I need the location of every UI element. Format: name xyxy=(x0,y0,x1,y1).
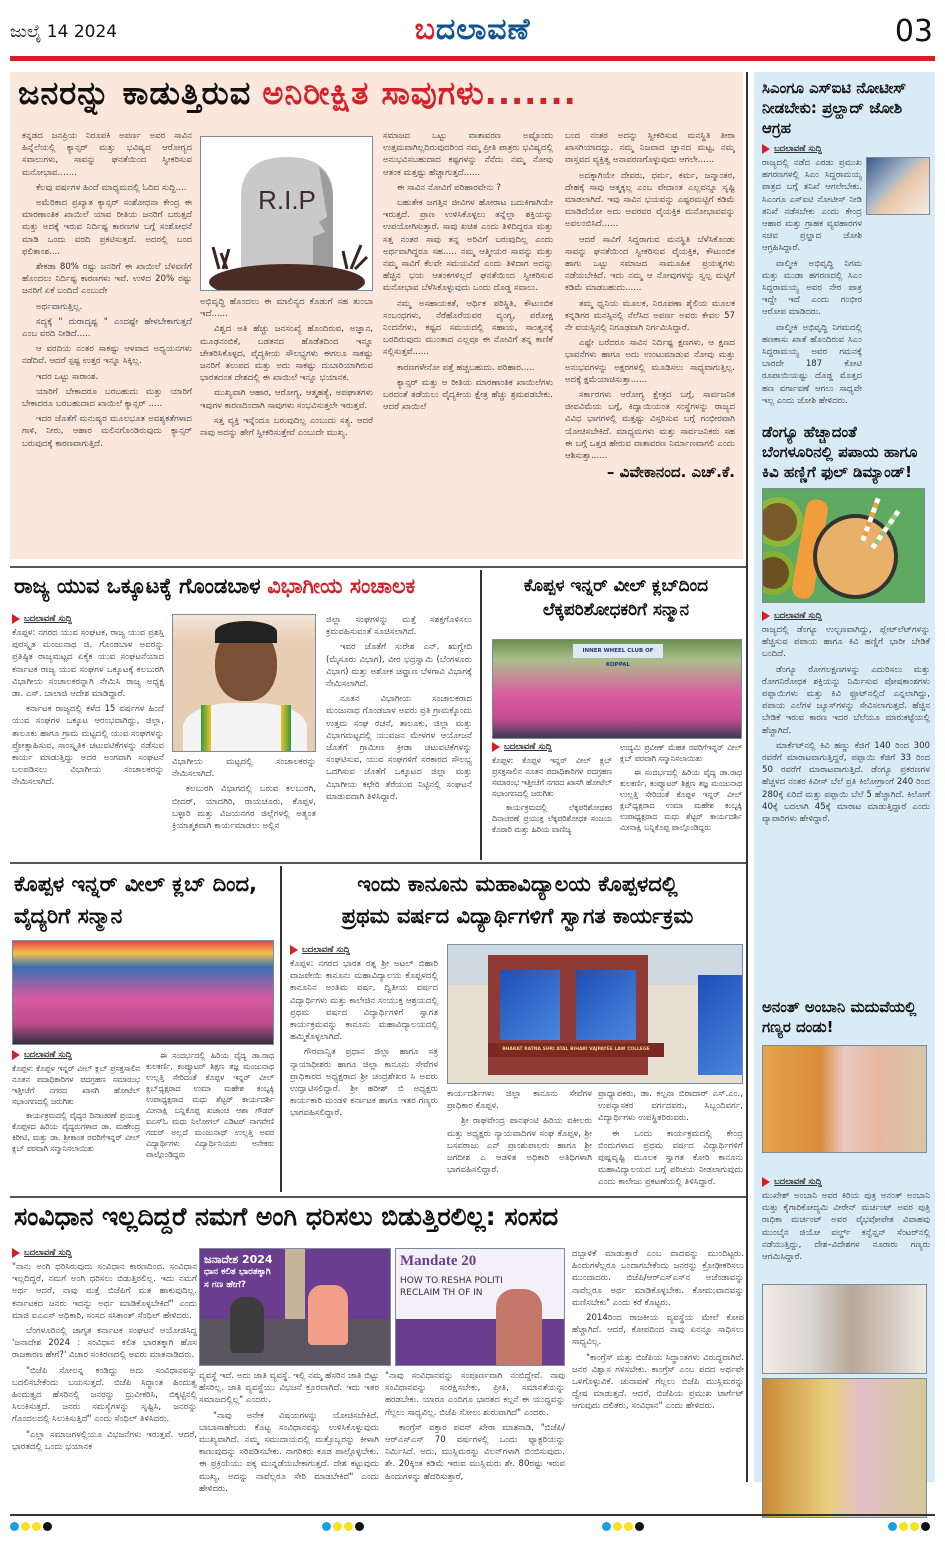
triangle-icon xyxy=(762,611,770,621)
constitution-story-headline xyxy=(14,1202,744,1232)
doctors-col1 xyxy=(12,1050,140,1191)
byline-text: ಬದಲಾವಣೆ ಸುದ್ದಿ xyxy=(302,945,350,955)
byline-text: ಬದಲಾವಣೆ ಸುದ್ದಿ xyxy=(774,611,822,621)
story-body xyxy=(12,1063,140,1191)
story-body xyxy=(12,1261,197,1523)
headline-red-part: ಅನಿರೀಕ್ಷಿತ ಸಾವುಗಳು....... xyxy=(262,74,577,112)
moderator xyxy=(496,1289,542,1366)
youth-story-headline xyxy=(14,574,415,599)
paragraph: ವಿಭಾಗೀಯ ಮಟ್ಟದಲ್ಲಿ ಸಂಚಾಲಕರನ್ನು ನೇಮಿಸಲಾಗಿದೆ. xyxy=(172,757,316,780)
sidebar-story-dengue xyxy=(762,422,930,944)
doctors-col2 xyxy=(146,1050,274,1190)
triangle-icon xyxy=(762,1177,770,1187)
banner-line: Mandate 20 xyxy=(400,1253,477,1269)
scarf xyxy=(201,705,211,752)
wedding-celebrities-photo xyxy=(762,1378,927,1518)
paragraph: ನೂತನ ವಿಭಾಗೀಯ ಸಂಚಾಲಕರಾದ ಮಂಜುನಾಥ ಗೊಂಡಬಾಳ ಅವರು ಪ್ರತಿ ಗ್ರಾಮಕ್ಕೊಂದು ಉತ್ತಮ ಸಂಘ ರಚನೆ, ತಾಲೂಕು, ಜಿಲ್ಲಾ ಮತ್ತು ವಿಭಾಗಮಟ್ಟದಲ್ಲಿ ಯುವಜನ ಮೇಳಗಳ ಆಯೋಜನೆ ಜೊತೆಗೆ ಗ್ರಾಮೀಣ ಕ್ರೀಡಾ ಚಟುವಟಿಕೆಗಳನ್ನು ಸಂಘಟಿಸುವ, ಯುವ ಸಂಘಗಳಿಗೆ ಸರಕಾರದ ಸೌಲಭ್ಯ ಒದಗಿಸುವ ಜೊತೆಗೆ ಒಕ್ಕೂಟದ ಜಿಲ್ಲಾ ಮತ್ತು ವಿಭಾಗೀಯ ಕಛೇರಿ ತೆರೆಯುವ ನಿಟ್ಟಿನಲ್ಲಿ ಸಂಘಟನೆ ಮಾಡುವದಾಗಿ ತಿಳಿಸಿದ್ದಾರೆ. xyxy=(326,694,472,802)
headline-text: ಸಂವಿಧಾನ ಇಲ್ಲದಿದ್ದರೆ ನಮಗೆ ಅಂಗಿ ಧರಿಸಲು ಬಿಡುತ್ತಿರಲಿಲ್ಲ: ಸಂಸದ xyxy=(14,1202,559,1231)
papaya-kiwi-smoothie-photo xyxy=(762,488,925,603)
paragraph: ಕರ್ನಾಟಕ ರಾಜ್ಯದಲ್ಲಿ ಕಳೆದ 15 ವರ್ಷಗಳ ಹಿಂದೆ ಯುವ ಸಂಘಗಳ ಒಕ್ಕೂಟ ಆರಂಭವಾಗಿದ್ದು, ಜಿಲ್ಲಾ, ತಾಲೂಕು ಹಾಗೂ ಗ್ರಾಮ ಮಟ್ಟದಲ್ಲಿ ಯುವ ಸಂಘಗಳನ್ನು ಪ್ರೋತ್ಸಾಹಿಸುವ, ಸಾಂಸ್ಕೃತಿಕ ಚಟುವಟಿಕೆಗಳನ್ನು ನಡೆಸುವ ಕಾರ್ಯ ಮಾಡುತ್ತಿದ್ದು ಅದರ ಅಂಗವಾಗಿ ಸಂಘಟನೆ ಬಲಪಡಿಸಲು ವಿಭಾಗೀಯ ಸಂಚಾಲಕರನ್ನು ನೇಮಿಸಲಾಗಿದೆ. xyxy=(12,704,164,788)
byline xyxy=(12,614,164,624)
paragraph: ದಬ್ಬಾಳಿಕೆ ಮಾಡುತ್ತಾರೆ ಎಂಬ ವಾದವನ್ನು ಮುಂದಿಟ್ಟರು. ಹಿಂದುಗಳೆಲ್ಲರೂ ಒಂದಾಗಬೇಕೆಂದು ಜನರನ್ನು ಕ್ರೋಢೀಕರಿಸಲು ಮುಂದಾದರು. ಬಿಜೆಪಿ/ಆರ್‌ಎಸ್‌ಎಸ್‌ನ ಅಜೆಂಡಾವನ್ನು ನಾವೆಲ್ಲರೂ ಅರ್ಥ ಮಾಡಿಕೊಳ್ಳಬೇಕು. ಕೋಮುವಾದವನ್ನು ಮಣಿಸಬೇಕು" ಎಂದು ಕರೆ ಕೊಟ್ಟರು. xyxy=(572,1249,744,1308)
panel-discussion-photo xyxy=(199,1248,391,1366)
paragraph: ಸತ್ತ ವ್ಯಕ್ತಿ ಇನ್ನೆಂದೂ ಬರುವುದಿಲ್ಲ ಎಂಬುದು ಸತ್ಯ. ಆದರೆ ನಾವು ಅದನ್ನು ಹೇಗೆ ಸ್ವೀಕರಿಸುತ್ತೇವೆ ಎಂಬುದೇ ಮುಖ್ಯ. xyxy=(200,415,373,439)
byline xyxy=(12,1050,140,1060)
paragraph: ವಿಶ್ವದ ಅತಿ ಹೆಚ್ಚು ಜನಸಂಖ್ಯೆ ಹೊಂದಿರುವ, ಅಜ್ಞಾನ, ಮೂಢನಂಬಿಕೆ, ಬಡತನದ ಹೊಡೆತದಿಂದ ಇನ್ನೂ ಚೇತರಿಸಿಕೊಳ್ಳದ, ವೈದ್ಯಕೀಯ ಸೌಲಭ್ಯಗಳು ಈಗಲೂ ಸಾಕಷ್ಟು ಜನರಿಗೆ ತಲುಪದ ಮತ್ತು ಅದು ಸಾಕಷ್ಟು ದುಬಾರಿಯಾಗಿರುವ ಭಾರತದಂತ ದೇಶದಲ್ಲಿ ಈ ಖಾಯಿಲೆ ಇನ್ನೂ ಭಯಾನಕ. xyxy=(200,324,373,384)
byline xyxy=(12,1248,197,1258)
paragraph: ಮುಖೇಶ್ ಅಂಬಾನಿ ಅವರ ಕಿರಿಯ ಪುತ್ರ ಅನಂತ್ ಅಂಬಾನಿ ಮತ್ತು ಕೈಗಾರಿಕೋದ್ಯಮಿ ವೀರೇನ್ ಮರ್ಚಂಟ್ ಅವರ ಪುತ್ರಿ ರಾಧಿಕಾ ಮರ್ಚಂಟ್ ಅವರ ವೈಭವೋಪೇತ ವಿವಾಹವು ಮುಂಬೈನ ಜಿಯೋ ವರ್ಲ್ಡ್ ಕನ್ವೆನ್ಷನ್ ಸೆಂಟರ್‌ನಲ್ಲಿ ನಡೆಯುತ್ತಿದ್ದು, ದೇಶ–ವಿದೇಶಗಳ ನೂರಾರು ಗಣ್ಯರು ಆಗಮಿಸಿದ್ದಾರೆ. xyxy=(762,1191,930,1263)
paragraph: ಶ್ರೀ ರಾಘವೇಂದ್ರ ಪಾನಘಂಟಿ ಹಿರಿಯ ವಕೀಲರು ಮತ್ತು ಅಧ್ಯಕ್ಷರು ನ್ಯಾಯವಾದಿಗಳ ಸಂಘ ಕೊಪ್ಪಳ, ಶ್ರೀ ಬಸವರಾಜು ಎನ್ ಪ್ರಾಂಶುಪಾಲರು ಹಾಗೂ ಶ್ರೀ ಜಗದೀಶ ಎ ಆಡಳಿತ ಅಧಿಕಾರಿ ಅತಿಥಿಗಳಾಗಿ ಭಾಗವಹಿಸಲಿದ್ದಾರೆ. xyxy=(447,1116,592,1176)
headline-black-part: ಜನರನ್ನು ಕಾಡುತ್ತಿರುವ xyxy=(18,74,252,112)
registration-dot-cyan xyxy=(888,1522,897,1531)
panel-moderator-photo xyxy=(395,1248,565,1366)
triangle-icon xyxy=(492,742,500,752)
registration-dot-black xyxy=(43,1522,52,1531)
byline xyxy=(762,1177,930,1187)
banner-line: ಧಾನ ಕಲಿತ ಭಾರತಕ್ಕಾಗಿ xyxy=(204,1267,271,1277)
logo-part-blue: ದಲಾವಣೆ xyxy=(435,12,531,47)
law-col2 xyxy=(447,1088,592,1188)
headline-text: ಕೊಪ್ಪಳ ಇನ್ನರ್ ವೀಲ್ ಕ್ಲಬ್ ದಿಂದ, ವೈದ್ಯರಿಗೆ ಸನ್ಮಾನ xyxy=(14,872,257,928)
registration-dot-yellow xyxy=(333,1522,342,1531)
paragraph: ಕಲಬುರಗಿ ವಿಭಾಗದಲ್ಲಿ ಬರುವ ಕಲಬುರಗಿ, ಬೀದರ್, ಯಾದಗಿರಿ, ರಾಯಚೂರು, ಕೊಪ್ಪಳ, ಬಳ್ಳಾರಿ ಮತ್ತು ವಿಜಯನಗರ ಜಿಲ್ಲೆಗಳಲ್ಲಿ ಅತ್ಯಂತ ಕ್ರಿಯಾತ್ಮಕವಾಗಿ ಕಾರ್ಯಮಾಡಲು ಅಲ್ಲಿನ xyxy=(172,784,316,832)
youth-col2 xyxy=(172,756,316,856)
constitution-col2 xyxy=(199,1370,379,1510)
masthead-rule xyxy=(10,56,935,61)
auditors-story-headline xyxy=(490,574,742,622)
law-college-building-photo xyxy=(447,944,743,1084)
byline-text: ಬದಲಾವಣೆ ಸುದ್ದಿ xyxy=(24,1050,72,1060)
paragraph: ಮಾರ್ಕೆಟ್‌ನಲ್ಲಿ ಕಿವಿ ಹಣ್ಣು ಕೆಜಿಗೆ 140 ರಿಂದ 300 ರವರೆಗೆ ಮಾರಾಟವಾಗುತ್ತಿದ್ದರೆ, ಪಪ್ಪಾಯಿ ಕೆಜಿಗೆ 33 ರಿಂದ 50 ರವರೆಗೆ ಮಾರಾಟವಾಗುತ್ತಿದೆ. ಡೆಂಗ್ಯೂ ಪ್ರಕರಣಗಳ ಹೆಚ್ಚಳದ ನಂತರ ಕಿವೀಸ್ ಬೆಲೆ ಪ್ರತಿ ಕಿಲೋಗ್ರಾಂಗೆ 240 ರಿಂದ 280ಕ್ಕೆ ಏರಿದೆ ಮತ್ತು ಪಪ್ಪಾಯಿ ಬೆಲೆ 5 ಹೆಚ್ಚಾಗಿದೆ. ಕಿಲೋಗೆ 40ಕ್ಕೆ ಬದಲಾಗಿ 45ಕ್ಕೆ ಮಾರಾಟ ಮಾಡುತ್ತಿದ್ದಾರೆ ಎಂದು ವ್ಯಾಪಾರಿಗಳು ಹೇಳಿದ್ದಾರೆ. xyxy=(762,740,930,825)
logo-part-red: ಬ xyxy=(414,12,436,47)
paragraph: ಪ್ರಾಧ್ಯಾಪಕರು, ಡಾ. ಕಲ್ಪನಾ ಬಿರಾದಾರ್ ಎಸ್.ಎಂ., ಉಪನ್ಯಾಸಕರ ವರ್ಗದವರು, ಸಿಬ್ಬಂದಿವರ್ಗ, ವಿದ್ಯಾರ್ಥಿಗಳು ಉಪಸ್ಥಿತರಿರುವರು. xyxy=(598,1089,743,1124)
paragraph: ಎಷ್ಟೇ ಬರೆದರೂ ಸಾವಿನ ನಿರ್ದಿಷ್ಟ ಕ್ಷಣಗಳು, ಆ ಕ್ಷಣದ ಭಾವನೆಗಳು ಹಾಗೂ ಅದು ಉಂಟುಮಾಡುವ ನೋವು ಮತ್ತು ಅನುಭವಗಳನ್ನು ಅಕ್ಷರಗಳಲ್ಲಿ ಮೂಡಿಸಲು ಸಾಧ್ಯವಾಗುತ್ತಿಲ್ಲ. ಅದಕ್ಕೆ ಕ್ಷಮೆಯಾಚಿಸುತ್ತಾ...... xyxy=(565,338,735,385)
scarf xyxy=(281,705,291,752)
issue-date: ಜುಲೈ 14 2024 xyxy=(10,22,118,42)
paragraph: ಆದರೆ ಸಾವಿಗೆ ಸಿದ್ದರಾಗುವ ಮನಸ್ಥಿತಿ ಬೆಳೆಸಿಕೊಂಡು ಸಾವನ್ನು ಘನತೆಯಿಂದ ಸ್ವೀಕರಿಸುವ ವೈಯಕ್ತಿಕ, ಕೌಟುಂಬಿಕ ಹಾಗು ಒಟ್ಟು ಸಮಾಜದ ಸಾಮೂಹಿಕ ಪ್ರಯತ್ನಗಳು ನಡೆಯಬೇಕಿದೆ. ಇದು ನಮ್ಮ ಆ ನೋವುಗಳನ್ನು ಸ್ವಲ್ಪ ಮಟ್ಟಿಗೆ ಕಡಿಮೆ ಮಾಡಬಹುದು...... xyxy=(565,234,735,294)
paragraph: ಕನ್ನಡದ ಜನಪ್ರಿಯ ನಿರೂಪಕಿ ಅಪರ್ಣ ಅವರ ಸಾವಿನ ಹಿನ್ನೆಲೆಯಲ್ಲಿ ಕ್ಯಾನ್ಸರ್ ಮತ್ತು ಭವಿಷ್ಯದ ಆರೋಗ್ಯದ ಸವಾಲುಗಳು, ಸಾವನ್ನು ಘನತೆಯಿಂದ ಸ್ವೀಕರಿಸುವ ಮನೋಭಾವ....... xyxy=(22,131,192,178)
paragraph: ಇದರ ಒಟ್ಟು ಸಾರಾಂಶ. xyxy=(36,371,99,382)
auditors-col1 xyxy=(492,742,612,863)
paragraph: ಈ ಸಂದರ್ಭದಲ್ಲಿ ಹಿರಿಯ ವೈದ್ಯ ಡಾ.ರಾಧ ಕುಲಕರ್ಣಿ, ಕಂಪ್ಯೂಟರ್ ಶಿಕ್ಷಣ ತಜ್ಞ ಮಂಜುನಾಥ ಉಲ್ಲತ್ತಿ ಸೇರಿದಂತೆ ಕೊಪ್ಪಳ ಇನ್ನರ್ ವೀಲ್ ಕ್ಲಬ್‌ಧ್ಯಕ್ಷರಾದ ಉಮಾ ಮಹೇಶ ಕಂಬ್ಳಕ್ಕಿ ಉಪಾಧ್ಯಕ್ಷರಾದ ಮಧು ಶೆಟ್ಟರ್ ಕಾರ್ಯದರ್ಶಿ ಮೀನಾಕ್ಷಿ ಬನ್ನಿಕೊಪ್ಪ ಪಾಲ್ಗೊಂಡಿದ್ದರು xyxy=(620,768,742,832)
photo-banner-right xyxy=(400,1275,503,1299)
triangle-icon xyxy=(12,1050,20,1060)
paragraph: 2014ರಿಂದ ರಾಜಕೀಯ ವ್ಯವಸ್ಥೆಯ ಮೇಲೆ ಕೋಪ ಹೆಚ್ಚಾಗಿದೆ. ಆದರೆ, ಕೋಪದಿಂದ ನಾವು ಏನನ್ನೂ ಸಾಧಿಸಲು ಸಾಧ್ಯವಿಲ್ಲ. xyxy=(572,1313,744,1348)
paragraph: ಸರ್ಕಾರಗಳು ಆರೋಗ್ಯ ಕ್ಷೇತ್ರದ ಬಗ್ಗೆ, ಸಾರ್ವಜನಿಕ ಜೀವವಿಮೆಯ ಬಗ್ಗೆ, ಕಿದ್ವಾಯಿಯಂತ ಸಂಸ್ಥೆಗಳನ್ನು ರಾಜ್ಯದ ವಿವಿಧ ಭಾಗಗಳಲ್ಲಿ ಮತ್ತಷ್ಟು ವಿಸ್ತರಿಸುವ ಬಗ್ಗೆ ಗಂಭೀರವಾಗಿ ಯೋಚಿಸಬೇಕಿದೆ. ಮಾಧ್ಯಮಗಳು ಮತ್ತು ಸಾರ್ವಜನಿಕರು ಸಹ ಈ ಬಗ್ಗೆ ಒತ್ತಡ ಹೇರುವ ವಾತಾವರಣ ನಿರ್ಮಾಣವಾಗಲಿ ಎಂದು ಆಶಿಸುತ್ತಾ...... xyxy=(565,390,735,462)
hair xyxy=(215,621,277,643)
banner-line: ಸ ಗಣ ಹೇಗೆ? xyxy=(204,1280,246,1290)
registration-dot-yellow xyxy=(624,1522,633,1531)
doctors-felicitation-photo xyxy=(12,940,274,1045)
paragraph: ಅಭಿವೃದ್ಧಿ ಹೊಂದಲು ಈ ಮಾಲಿನ್ಯದ ಕೊಡುಗೆ ಸಹ ತುಂಬಾ ಇದೆ...... xyxy=(200,297,373,320)
rip-tombstone-image xyxy=(200,136,373,291)
paragraph: ವಾಲ್ಮೀಕಿ ಅಭಿವೃದ್ಧಿ ನಿಗಮ ಮತ್ತು ಮುಡಾ ಹಗರಣದಲ್ಲಿ ಸಿಎಂ ಸಿದ್ದರಾಮಯ್ಯ ಅವರ ನೇರ ಪಾತ್ರ ಇದ್ದೇ ಇದೆ ಎಂದು ಗಂಭೀರ ಆರೋಪ ಮಾಡಿದರು. xyxy=(762,258,862,318)
registration-dot-cyan xyxy=(322,1522,331,1531)
manjunath-portrait xyxy=(172,614,316,752)
byline-text: ಬದಲಾವಣೆ ಸುದ್ದಿ xyxy=(24,1248,72,1258)
speaker-left xyxy=(230,1297,264,1353)
triangle-icon xyxy=(762,144,770,154)
sidebar-story-joshi xyxy=(762,78,930,457)
paragraph: ನಮ್ಮ ಅಸಹಾಯಕತೆ, ಆರ್ಥಿಕ ಪರಿಸ್ಥಿತಿ, ಕೌಟುಂಬಿಕ ಸಂಬಂಧಗಳು, ನೆರೆಹೊರೆಯವರ ವ್ಯಂಗ್ಯ, ಪರೋಕ್ಷ ನಿಂದನೆಗಳು, ಕಷ್ಟದ ಸಮಯದಲ್ಲಿ ಸಹಾಯ, ಸಾಂತ್ವನಕ್ಕೆ ಬರದಿರುವುದು ಮುಂತಾದ ಎಲ್ಲವೂ ಈ ನೋವಿಗೆ ತನ್ನ ಕಾಣಿಕೆ ಸಲ್ಲಿಸುತ್ತವೆ...... xyxy=(383,298,553,358)
registration-dot-cyan xyxy=(602,1522,611,1531)
paragraph: ಕಾರ್ಯದರ್ಶಿಗಳು ಜಿಲ್ಲಾ ಕಾನೂನು ಸೇವೆಗಳ ಪ್ರಾಧಿಕಾರ ಕೊಪ್ಪಳ. xyxy=(447,1089,592,1112)
paragraph: ಮುಖ್ಯವಾಗಿ ಆಹಾರ, ಆರೋಗ್ಯ, ಆತ್ಮಹತ್ಯೆ, ಅಪಘಾತಗಳು ಇವುಗಳ ಕಾರಣದಿಂದಾಗಿ ಸಾವುಗಳು ಸಂಭವಿಸುತ್ತಲೇ ಇರುತ್ತವೆ. xyxy=(200,388,373,411)
sidebar-headline: ಡೆಂಗ್ಯೂ ಹೆಚ್ಚಾದಂತೆ ಬೆಂಗಳೂರಿನಲ್ಲಿ ಪಪಾಯ ಹಾಗೂ ಕಿವಿ ಹಣ್ಣಿಗೆ ಫುಲ್ ಡಿಮ್ಯಾಂಡ್! xyxy=(762,423,918,481)
paragraph: ಬಹುತೇಕ ಜಗತ್ತಿನ ಜೀವಿಗಳ ಹೋರಾಟ ಬದುಕಿಗಾಗಿಯೇ ಇರುತ್ತದೆ. ಪ್ರಾಣ ಉಳಿಸಿಕೊಳ್ಳಲು ತನ್ನೆಲ್ಲಾ ಶಕ್ತಿಯನ್ನು ಉಪಯೋಗಿಸುತ್ತಾರೆ. ಸಾವು ಖಚಿತ ಎಂದು ತಿಳಿದಿದ್ದರೂ ಮತ್ತು ಸತ್ತ ನಂತರ ಸಾವು ತನ್ನ ಅರಿವಿಗೆ ಬರುವುದಿಲ್ಲ ಎಂದು ಅರ್ಥವಾಗಿದ್ದರೂ ಸಹ..... ನಮ್ಮ ಆತ್ಮೀಯರ ಸಾವನ್ನು ಮತ್ತು ನಮ್ಮ ಸಾವಿಗೆ ಕೆಲವೇ ಸಮಯವಿದೆ ಎಂದು ತಿಳಿದಾಗ ಅದನ್ನು ಹೆಚ್ಚಿನ ಭಯ ಆತಂಕಗಳಿಲ್ಲದೆ ಘನತೆಯಿಂದ ಸ್ವೀಕರಿಸುವ ಮನೋಭಾವ ಬೆಳೆಸಿಕೊಳ್ಳುವುದು ಒಂದು ದೊಡ್ಡ ಸವಾಲು. xyxy=(383,198,553,294)
sidebar-divider xyxy=(746,72,748,1482)
law-story-headline xyxy=(290,868,745,932)
section-rule xyxy=(10,566,746,568)
main-story-col2a xyxy=(200,296,373,554)
law-col1 xyxy=(290,945,438,1186)
byline xyxy=(762,144,930,154)
constitution-col3 xyxy=(385,1370,565,1510)
paragraph: ಶೇಕಡಾ 80% ರಷ್ಟು ಜನರಿಗೆ ಈ ಖಾಯಿಲೆ ಬೆಳವಣಿಗೆ ಹೊಂದಲು ನಿರ್ದಿಷ್ಟ ಕಾರಣಗಳು ಇವೆ. ಉಳಿದ 20% ರಷ್ಟು ಜನರಿಗೆ ಏಕೆ ಬಂದಿದೆ ಎಂಬುದೇ xyxy=(22,262,192,297)
newspaper-logo xyxy=(0,12,945,47)
joshi-photo xyxy=(866,157,930,215)
banner-line: HOW TO RESHA POLITI xyxy=(400,1276,503,1286)
paragraph: ಸಮಾಜದ ಒಟ್ಟು ವಾತಾವರಣ ಅಷ್ಟೊಂದು ಉತ್ತಮವಾಗಿಲ್ಲದಿರುವುದರಿಂದ ನಮ್ಮ ಪ್ರೀತಿ ಪಾತ್ರರು ಭವಿಷ್ಯದಲ್ಲಿ ಅನುಭವಿಸಬಹುದಾದ ಕಷ್ಟಗಳನ್ನು ನೆನೆದು ನಮ್ಮ ನೋವು ಆತಂಕ ಮತ್ತಷ್ಟು ಹೆಚ್ಚಾಗುತ್ತದೆ...... xyxy=(383,131,553,178)
paragraph: "ಎಲ್ಲಾ ಸಮಾಜಗಳಲ್ಲಿಯೂ ವಿಭಜನೆಗಳು ಇರುತ್ತವೆ. ಆದರೆ, ಭಾರತದಲ್ಲಿ ಒಂದು ಭಯಾನಕ xyxy=(12,1429,197,1452)
column-divider xyxy=(480,570,482,860)
paragraph: ಯಾರಿಗೆ ಬೇಕಾದರೂ ಬರಬಹುದು ಮತ್ತು ಯಾರಿಗೆ ಬೇಕಾದರೂ ಬರಬಹುದಾದ ಖಾಯಿಲೆ ಕ್ಯಾನ್ಸರ್ ..... xyxy=(22,386,192,410)
paragraph: ಬಂದ ನಂತರ ಅದನ್ನು ಸ್ವೀಕರಿಸುವ ಮನಸ್ಥಿತಿ ತೀರಾ ಖಾಸಗಿಯಾದದ್ದು. ನಮ್ಮ ನಿಜವಾದ ಜ್ಞಾನದ ಮಟ್ಟ, ನಮ್ಮ ವಾಸ್ತವದ ವ್ಯಕ್ತಿತ್ವ ಅನಾವರಣಗೊಳ್ಳುವುದು ಆಗಲೇ...... xyxy=(565,131,735,166)
byline-text: ಬದಲಾವಣೆ ಸುದ್ದಿ xyxy=(504,742,552,752)
paragraph: ಇವರ ಜೊತೆಗೆ ಸುರೇಶ ಎನ್. ಋಗ್ವೇದಿ (ಮೈಸೂರು ವಿಭಾಗ), ವೀರ ಭದ್ರಸ್ವಾಮಿ (ಬೆಂಗಳೂರು ವಿಭಾಗ) ಮತ್ತು ಅಶೋಕ ಚವ್ಹಾಣ ಬೆಳಗಾವಿ ವಿಭಾಗಕ್ಕೆ ನೇಮಿಸಲಾಗಿದೆ. xyxy=(326,642,472,690)
registration-dot-yellow xyxy=(32,1522,41,1531)
paragraph: ರಾಜ್ಯದಲ್ಲಿ ನಡೆದ ಎರಡು ಪ್ರಮುಖ ಹಗರಣಗಳಲ್ಲಿ ಸಿಎಂ ಸಿದ್ದರಾಮಯ್ಯ ಪಾತ್ರದ ಬಗ್ಗೆ ತನಿಖೆ ಆಗಲೇಬೇಕು. ಸಿಎಂಗೂ ಎಸ್‌ಐಟಿ ನೋಟೀಸ್ ನೀಡಿ ತನಿಖೆ ನಡೆಸಬೇಕು ಎಂದು ಕೇಂದ್ರ ಆಹಾರ ಮತ್ತು ಗ್ರಾಹಕ ವ್ಯವಹಾರಗಳ ಸಚಿವ ಪ್ರಲ್ಹಾದ ಜೋಶಿ ಆಗ್ರಹಿಸಿದ್ದಾರೆ. xyxy=(762,158,862,254)
paragraph: ರಾಜ್ಯದಲ್ಲಿ ಡೆಂಗ್ಯೂ ಉಲ್ಬಣವಾಗಿದ್ದು, ಪ್ಲೇಟ್‌ಲೆಟ್‌ಗಳನ್ನು ಹೆಚ್ಚಿಸುವ ಪಪಾಯ ಹಾಗೂ ಕಿವಿ ಹಣ್ಣಿಗೆ ಭಾರೀ ಬೇಡಿಕೆ ಬಂದಿದೆ. xyxy=(762,625,930,660)
paragraph: ಸದ್ಯಕ್ಕೆ " ದುರಾದೃಷ್ಟ " ಎಂದಷ್ಟೇ ಹೇಳಬೇಕಾಗುತ್ತದೆ ಎಂಬ ವರದಿ ನೀಡಿದೆ..... xyxy=(22,316,192,340)
sidebar-body xyxy=(762,624,930,944)
registration-marks xyxy=(10,1522,52,1531)
paragraph: ತಮ್ಮ ಧ್ವನಿಯ ಮೂಲಕ, ನಿರೂಪಣಾ ಶೈಲಿಯ ಮೂಲಕ ಕನ್ನಡಿಗರ ಮನಸ್ಸಿನಲ್ಲಿ ನೆಲೆಸಿದ ಅಪರ್ಣ ಅವರು ಕೇವಲ 57 ನೇ ವಯಸ್ಸಿನಲ್ಲಿ ನಿಗೂಢವಾಗಿ ನಿರ್ಗಮಿಸಿದ್ದಾರೆ. xyxy=(565,298,735,334)
youth-col1 xyxy=(12,614,164,857)
paragraph: ಗೌರವಾನ್ವಿತ ಪ್ರಧಾನ ಜಿಲ್ಲಾ ಹಾಗೂ ಸತ್ರ ನ್ಯಾಯಾಧೀಶರು ಹಾಗೂ ಜಿಲ್ಲಾ ಕಾನೂನು ಸೇವೆಗಳ ಪ್ರಾಧಿಕಾರದ ಅಧ್ಯಕ್ಷರಾದ ಶ್ರೀ ಚಂದ್ರಶೇಖರ ಸಿ ಅವರು ಉದ್ಘಾಟಿಸಲಿದ್ದಾರೆ. ಶ್ರೀ ಹರೀಶ್ ಬಿ ಅಧ್ಯಕ್ಷರು ಕಾರ್ಯಕಾರಿ ಮಂಡಳಿ ಕರ್ನಾಟಕ ಹಾಗೂ ಇತರ ಗಣ್ಯರು ಭಾಗವಹಿಸಲಿದ್ದಾರೆ. xyxy=(290,1047,438,1119)
paragraph: "ಕಾಂಗ್ರೆಸ್ ಮತ್ತು ಬಿಜೆಪಿಯ ಸಿದ್ಧಾಂತಗಳು ವಿರುದ್ಧವಾಗಿವೆ. ಜನರ ವಿಶ್ವಾಸ ಗಳಿಸಬೇಕು. ಕಾಂಗ್ರೆಸ್ ಎಂಬ ಪದದ ಅರ್ಥವೇ ಒಳಗೊಳ್ಳುವಿಕೆ. ಚುನಾವಣೆ ಗೆಲ್ಲಲು ಬಿಜೆಪಿ ಮುಸ್ಲಿಮರನ್ನು ದ್ವೇಷ ಮಾಡುತ್ತದೆ. ಆದರೆ, ಬಿಜೆಪಿಯ ಪ್ರಮುಖ ಟಾರ್ಗೆಟ್ ಆಗುವುದು ದಲಿತರು, ಸಂವಿಧಾನ" ಎಂದು ಹೇಳಿದರು. xyxy=(572,1352,744,1412)
paragraph: "ನಾವು ಸಂವಿಧಾನವನ್ನು ಸಂಪೂರ್ಣವಾಗಿ ನಂಬಿದ್ದೇವೆ. ನಾವು ಸಂವಿಧಾನವನ್ನು ಸಂರಕ್ಷಿಸಬೇಕು, ಪ್ರೀತಿ, ಸಮಾನತೆಯನ್ನು ಹರಡಬೇಕು. ಯಾರೂ ಎಂದಿಗೂ ಭಾರತದ ಕಲ್ಪನೆ ಈ ಯುದ್ಧವನ್ನು ಗೆಲ್ಲಲು ಸಾಧ್ಯವಿಲ್ಲ. ಬಿಜೆಪಿ ಸೋಲು ಶುರುವಾಗಿದೆ" ಎಂದರು. xyxy=(385,1371,565,1418)
paragraph: ಇದರ ಜೊತೆಗೆ ಮನುಷ್ಯರ ಮೂಲಭೂತ ಅವಶ್ಯಕತೆಗಳಾದ ಗಾಳಿ, ನೀರು, ಆಹಾರ ಮಲಿನಗೊಂಡಿರುವುದು ಕ್ಯಾನ್ಸರ್ ಬರುವುದಕ್ಕೆ ಕಾರಣವಾಗುತ್ತಿದೆ. xyxy=(22,414,192,449)
banner-line: RECLAIM TH OF IN xyxy=(400,1288,483,1298)
triangle-icon xyxy=(12,1248,20,1258)
paragraph: ಕೊಪ್ಪಳ: ಕೊಪ್ಪಳ ಇನ್ನರ್ ವೀಲ್ ಕ್ಲಬ್ ಪ್ರಸಕ್ತಸಾಲಿನ ನೂತನ ಪದಾಧಿಕಾರಿಗಳ ಪದಗ್ರಹಣ ಸಮಾರಂಭ ಇತ್ತೀಚೆಗೆ ನಗರದ ಖಾಸಗಿ ಹೋಟೆಲ್ ಸಭಾಂಗಣದಲ್ಲಿ ಜರುಗಿತು xyxy=(492,756,612,798)
author-signature: – ವಿವೇಕಾನಂದ. ಎಚ್.ಕೆ. xyxy=(606,463,735,482)
paragraph: ಕೆಲವು ವರ್ಷಗಳ ಹಿಂದೆ ಮಾಧ್ಯಮದಲ್ಲಿ ಓದಿದ ಸುದ್ದಿ.... xyxy=(36,182,187,193)
stage-floor xyxy=(200,1319,391,1366)
paragraph: ಅದಕ್ಕಾಗಿಯೇ ದೇವರು, ಧರ್ಮ, ಕರ್ಮ, ಜನ್ಮಾಂತರ, ದೇಹಕ್ಕೆ ಸಾವು ಆತ್ಮಕ್ಕಲ್ಲ ಎಂಬ ವೇದಾಂತ ಎಲ್ಲವನ್ನೂ ಸೃಷ್ಟಿ ಮಾಡಲಾಗಿದೆ. ಇವು ಸಾವಿನ ಭಯವನ್ನು ಎಷ್ಟರಮಟ್ಟಿಗೆ ಕಡಿಮೆ ಮಾಡಿದೆಯೋ ಅದು ಅವರವರ ವೈಯಕ್ತಿಕ ಮನೋಭಾವವನ್ನು ಅವಲಂಬಿಸಿದೆ...... xyxy=(565,170,735,230)
page-number: 03 xyxy=(894,14,933,49)
college-signboard: BHARAT RATNA SHRI ATAL BIHARI VAJPAYEE LAW COLLEGE xyxy=(488,1043,664,1057)
registration-dot-black xyxy=(635,1522,644,1531)
paragraph: ಕ್ಯಾನ್ಸರ್ ಮತ್ತು ಆ ರೀತಿಯ ಮಾರಣಾಂತಿಕ ಖಾಯಿಲೆಗಳು ಬರದಂತೆ ತಡೆಯಲು ವೈದ್ಯಕೀಯ ಕ್ಷೇತ್ರ ಹೆಚ್ಚು ಶ್ರಮಪಡಬೇಕು. ಆದರೆ ಖಾಯಿಲೆ xyxy=(383,377,553,413)
triangle-icon xyxy=(12,614,20,624)
registration-marks xyxy=(602,1522,644,1531)
story-body xyxy=(12,627,164,857)
byline-text: ಬದಲಾವಣೆ ಸುದ್ದಿ xyxy=(774,1177,822,1187)
triangle-icon xyxy=(290,945,298,955)
paragraph: ವಾಲ್ಮೀಕಿ ಅಭಿವೃದ್ಧಿ ನಿಗಮದಲ್ಲಿ ಹಣಕಾಸು ಖಾತೆ ಹೊಂದಿರುವ ಸಿಎಂ ಸಿದ್ದರಾಮಯ್ಯ ಅವರ ಗಮನಕ್ಕೆ ಬಾರದೇ 187 ಕೋಟಿ ರೂಪಾಯಿಯಷ್ಟು ದೊಡ್ಡ ಮೊತ್ತದ ಹಣ ವರ್ಗಾವಣೆ ಆಗಲು ಸಾಧ್ಯವೇ ಇಲ್ಲ ಎಂದು ಜೋಶಿ ಹೇಳಿದರು. xyxy=(762,322,862,406)
headline-red-part: ವಿಭಾಗೀಯ ಸಂಚಾಲಕ xyxy=(267,574,416,598)
banner-line: ಜನಾದೇಶ 2024 xyxy=(204,1253,273,1266)
byline-text: ಬದಲಾವಣೆ ಸುದ್ದಿ xyxy=(774,144,822,154)
main-story-headline xyxy=(18,74,577,113)
paragraph: "ನಾನು ಅಂಗಿ ಧರಿಸಿರುವುದು ಸಂವಿಧಾನ ಕಾರಣದಿಂದ. ಸಂವಿಧಾನ ಇಲ್ಲದಿದ್ದರೆ, ನಮಗೆ ಅಂಗಿ ಧರಿಸಲು ಬಿಡುತ್ತಿರಲಿಲ್ಲ. ಇದು ನಮಗೆ ಅರ್ಥ ಆದರೆ, ನಾವು ಮತ್ತೆ ಬಿಜೆಪಿಗೆ ಮತ ಹಾಕುವುದಿಲ್ಲ. ಕರ್ನಾಟಕದ ಜನರು ಇದನ್ನು ಅರ್ಥ ಮಾಡಿಕೊಳ್ಳಬೇಕಿದೆ" ಎಂದು ಮಾಜಿ ಐಎಎಸ್ ಅಧಿಕಾರಿ, ಸಂಸದ ಸಸಿಕಾಂತ್ ಸೆಂಥಿಲ್ ಹೇಳಿದರು. xyxy=(12,1262,197,1321)
paragraph: ಈ ಸಂದರ್ಭದಲ್ಲಿ ಹಿರಿಯ ವೈದ್ಯ ಡಾ.ರಾಧ ಕುಲಕರ್ಣಿ, ಕಂಪ್ಯೂಟರ್ ಶಿಕ್ಷಣ ತಜ್ಞ ಮಂಜುನಾಥ ಉಲ್ಲತ್ತಿ ಸೇರಿದಂತೆ ಕೊಪ್ಪಳ ಇನ್ನರ್ ವೀಲ್ ಕ್ಲಬ್‌ಧ್ಯಕ್ಷರಾದ ಉಮಾ ಮಹೇಶ ಕಂಬ್ಳಕ್ಕಿ ಉಪಾಧ್ಯಕ್ಷರಾದ ಮಧು ಶೆಟ್ಟರ್ ಕಾರ್ಯದರ್ಶಿ ಮೀನಾಕ್ಷಿ ಬನ್ನಿಕೊಪ್ಪ ಖಜಾಂಚಿ ಆಶಾ ಗೌಡರ್ ಐಎಸ್‌ಓ ಮಧು ನಿಲೋಗಲ್ ಎಡಿಟರ್ ನಾಗವೇಣಿ ಗದುರ್ ಅಲ್ಲದೆ ಮಂಜುನಾಥ್ ಉಲ್ಲತ್ತಿ ಅವರ ವಿದ್ಯಾರ್ಥಿಗಳು ವಿದ್ಯಾರ್ಥಿನಿಯರು ಅನೇಕರು ಪಾಲ್ಗೊಂಡಿದ್ದರು xyxy=(146,1051,274,1159)
registration-dot-yellow xyxy=(344,1522,353,1531)
doctors-story-headline xyxy=(14,868,276,932)
paragraph: ವ್ಯವಸ್ಥೆ ಇದೆ. ಅದು ಜಾತಿ ವ್ಯವಸ್ಥೆ. ಇಲ್ಲಿ ನಮ್ಮ ಹೆಸರಿನ ಜಾತಿ ಬಿಟ್ಟು ಹೆಸರಿಲ್ಲ. ಜಾತಿ ವ್ಯವಸ್ಥೆಯು ವಿಭಜನೆ ಕ್ರೂರವಾಗಿದೆ. ಇದು ಇತರ ಸಮಾಜದಲ್ಲಿಲ್ಲ" ಎಂದರು. xyxy=(199,1371,379,1406)
kiwi-slice xyxy=(762,551,795,595)
youth-col3 xyxy=(326,614,472,858)
sidebar-story-ambani xyxy=(762,997,930,1518)
registration-marks xyxy=(322,1522,364,1531)
paragraph: ಕಾರ್ಯಕ್ರಮದಲ್ಲಿ ವೈದ್ಯರ ದಿನಾಚರಣೆ ಪ್ರಯುಕ್ತ ಕೊಪ್ಪಳದ ಹಿರಿಯ ವೈದ್ಯರುಗಳಾದ ಡಾ. ಮಹೇಂದ್ರ ಕಿರೀಟಿ, ಮತ್ತು ಡಾ. ಶ್ರೀಕಾಂತ ರವರಿಗೆಇನ್ನರ್ ವೀಲ್ ಕ್ಲಬ್ ಪರವಾಗಿ ಸನ್ಮಾನಿಸಲಾಯಿತು xyxy=(12,1111,140,1153)
headline-line: ಪ್ರಥಮ ವರ್ಷದ ವಿದ್ಯಾರ್ಥಿಗಳಿಗೆ ಸ್ವಾಗತ ಕಾರ್ಯಕ್ರಮ xyxy=(341,904,694,928)
paragraph: ಕಾರಣಗಳೇನೋ ಪತ್ತೆ ಹಚ್ಚಬಹುದು. ಪರಿಹಾರ..... xyxy=(397,362,535,373)
registration-dot-yellow xyxy=(613,1522,622,1531)
byline xyxy=(290,945,438,955)
registration-dot-black xyxy=(921,1522,930,1531)
rip-text: R.I.P xyxy=(258,185,316,215)
registration-dot-black xyxy=(355,1522,364,1531)
paragraph: ಆ ವರದಿಯ ನಂತರ ಸಾಕಷ್ಟು ಆಳವಾದ ಅಧ್ಯಯನಗಳು ನಡೆದಿವೆ. ಆದರೆ ಸ್ಪಷ್ಟ ಉತ್ತರ ಇನ್ನೂ ಸಿಕ್ಕಿಲ್ಲ. xyxy=(22,344,192,367)
registration-dot-yellow xyxy=(21,1522,30,1531)
main-story-col2b xyxy=(383,130,553,555)
constitution-col4 xyxy=(572,1248,744,1510)
paragraph: ಈ ಸಾವಿನ ನೋವಿಗೆ ಪರಿಹಾರವೇನು ? xyxy=(397,182,501,193)
inner-wheel-club-group-photo xyxy=(492,639,742,739)
paragraph: ಕಾಂಗ್ರೆಸ್ ವಕ್ತಾರ ಪವನ್ ಖೇರಾ ಮಾತನಾಡಿ, "ಬಿಜೆಪಿ/ಆರ್‌ಎಸ್‌ಎಸ್ 70 ವರ್ಷಗಳಲ್ಲಿ ಒಂದು ಫ್ಯಾಕ್ಟರಿಯನ್ನು ನಿರ್ಮಿಸಿದೆ. ಅದು, ಮುಸ್ಲಿಮರನ್ನು ವಿಲನ್‌ಗಳಾಗಿ ಬಿಂಬಿಸುವುದು. ಶೇ. 20ಕ್ಕಿಂತ ಕಡಿಮೆ ಇರುವ ಮುಸ್ಲಿಮರು ಶೇ. 80ರಷ್ಟು ಇರುವ ಹಿಂದುಗಳನ್ನು ಹೆದರಿಸುತ್ತಾರೆ, xyxy=(385,1422,565,1482)
paragraph: ಅರ್ಥವಾಗುತ್ತಿಲ್ಲ. xyxy=(36,301,83,312)
section-rule xyxy=(10,1196,746,1198)
sidebar-body xyxy=(762,157,862,457)
main-story-col1 xyxy=(22,130,192,550)
paragraph: ಕೊಪ್ಪಳ: ಕೊಪ್ಪಳ ಇನ್ನರ್ ವೀಲ್ ಕ್ಲಬ್ ಪ್ರಸಕ್ತಸಾಲಿನ ನೂತನ ಪದಾಧಿಕಾರಿಗಳ ಪದಗ್ರಹಣ ಸಮಾರಂಭ ಇತ್ತೀಚೆಗೆ ನಗರದ ಖಾಸಗಿ ಹೋಟೆಲ್ ಸಭಾಂಗಣದಲ್ಲಿ ಜರುಗಿತು xyxy=(12,1064,140,1106)
main-story-col3 xyxy=(565,130,735,555)
headline-black-part: ರಾಜ್ಯ ಯುವ ಒಕ್ಕೂಟಕ್ಕೆ ಗೊಂಡಬಾಳ xyxy=(14,574,261,598)
paragraph: ಬೆಂಗಳೂರಿನಲ್ಲಿ ಜಾಗೃತ ಕರ್ನಾಟಕ ಸಂಘಟನೆ ಆಯೋಜಿಸಿದ್ದ 'ಜನಾದೇಶ 2024 : ಸಂವಿಧಾನ ಕಲಿತ ಭಾರತಕ್ಕಾಗಿ ಹೊಸ ರಾಜಕಾರಣ ಹೇಗೆ?' ವಿಚಾರ ಸಂಕಿರಣದಲ್ಲಿ ಅವರು ಮಾತನಾಡಿದರು. xyxy=(12,1326,197,1361)
registration-dot-cyan xyxy=(10,1522,19,1531)
paragraph: ಈ ಒಂದು ಕಾರ್ಯಕ್ರಮದಲ್ಲಿ ಕೇಂದ್ರ ಬಿಂದುಗಳಾದ ಪ್ರಥಮ ವರ್ಷದ ವಿದ್ಯಾರ್ಥಿಗಳಿಗೆ ಪುಷ್ಪವೃಷ್ಟಿ ಮೂಲಕ ಸ್ವಾಗತ ಕೋರಿ ಕಾನೂನು ಮಹಾವಿದ್ಯಾಲಯದ ಬಗ್ಗೆ ಪರಿಚಯ ನೀಡಲಾಗುವುದು ಎಂದು ಕಾಲೇಜು ಪ್ರಕಟಣೆಯಲ್ಲಿ ತಿಳಿಸಿದ್ದಾರೆ. xyxy=(598,1128,743,1188)
kiwi-slice xyxy=(762,497,803,547)
constitution-col1 xyxy=(12,1248,197,1523)
wedding-guests-photo xyxy=(762,1284,927,1374)
byline xyxy=(492,742,612,752)
story-body xyxy=(492,755,612,863)
glass-panel xyxy=(500,970,560,1040)
story-body xyxy=(290,958,438,1186)
paragraph: ಕೊಪ್ಪಳ: ನಗರದ ಭಾರತ ರತ್ನ ಶ್ರೀ ಅಟಲ್ ಬಿಹಾರಿ ವಾಜಪೇಯಿ ಕಾನೂನು ಮಹಾವಿದ್ಯಾಲಯ ಕೊಪ್ಪಳದಲ್ಲಿ ಕಾನೂನಿನ ಅಂತಿಮ ವರ್ಷ, ದ್ವಿತೀಯ ವರ್ಷದ ವಿದ್ಯಾರ್ಥಿಗಳು ಮತ್ತು ಕಾಲೇಜಿನ ಸಂಯುಕ್ತ ಆಶ್ರಯದಲ್ಲಿ ಪ್ರಥಮ ವರ್ಷದ ವಿದ್ಯಾರ್ಥಿಗಳಿಗೆ ಸ್ವಾಗತ ಕಾರ್ಯಕ್ರಮವನ್ನು ಕಾನೂನು ಮಹಾವಿದ್ಯಾಲಯದಲ್ಲಿ ಹಮ್ಮಿಕೊಳ್ಳಲಾಗಿದೆ. xyxy=(290,959,438,1043)
auditors-col2 xyxy=(620,742,742,854)
paragraph: "ನಾವು ಅನೇಕ ವಿಷಯಗಳನ್ನು ಯೋಚಿಸಬೇಕಿದೆ. ಬಾಬಾಸಾಹೇಬರು ಕೊಟ್ಟ ಸಂವಿಧಾನವನ್ನು ಉಳಿಸಿಕೊಳ್ಳುವುದು ಮುಖ್ಯವಾಗಿದೆ. ನಮ್ಮ ಸಮುದಾಯದಲ್ಲಿ ಮತ್ತೊಬ್ಬರನ್ನು ಕೀಳಾಗಿ ಕಾಣುವುದನ್ನು ಸರಿಪಡಿಸಬೇಕು. ನಾಗರಿಕರು ಕೂಡ ಪಾಲ್ಗೊಳ್ಳಬೇಕು. ಈ ಪ್ರಕ್ರಿಯೆಯು ಪಕ್ಕ ಮುನ್ನಡೆಯಬೇಕಾಗುತ್ತದೆ. ದೇಶ ಕಟ್ಟುವುದು ಮುಖ್ಯ, ಅದನ್ನು ನಾವೆಲ್ಲರೂ ಸೇರಿ ಮಾಡಬೇಕಿದೆ" ಎಂದು ಹೇಳಿದರು. xyxy=(199,1410,379,1494)
speaker-center xyxy=(308,1285,348,1345)
photo-banner: INNER WHEEL CLUB OF KOPPAL xyxy=(573,644,663,658)
tombstone-icon xyxy=(201,137,373,291)
section-rule xyxy=(10,862,746,864)
paragraph: ಅಮೆರಿಕಾದ ಪ್ರಖ್ಯಾತ ಕ್ಯಾನ್ಸರ್ ಸಂಶೋಧನಾ ಕೇಂದ್ರ ಈ ಮಾರಣಾಂತಿಕ ಖಾಯಿಲೆ ಯಾವ ರೀತಿಯ ಜನರಿಗೆ ಬರುತ್ತದೆ ಮತ್ತು ಅದಕ್ಕೆ ಇರುವ ನಿರ್ದಿಷ್ಟ ಕಾರಣಗಳ ಬಗ್ಗೆ ಸಂಶೋಧನೆ ಮಾಡಿ ಒಂದು ವರದಿ ಪ್ರಕಟಿಸುತ್ತದೆ. ಅದರಲ್ಲಿ ಬಂದ ಫಲಿತಾಂಶ.... xyxy=(22,198,192,257)
paragraph: ಜಿಲ್ಲಾ ಸಂಘಗಳನ್ನು ಮತ್ತೆ ಸಶಕ್ತಗೊಳಿಸಲು ಕ್ರಮವಹಿಸುವಂತೆ ಸೂಚಿಸಲಾಗಿದೆ. xyxy=(326,615,472,638)
headline-line: ಇಂದು ಕಾನೂನು ಮಹಾವಿದ್ಯಾಲಯ ಕೊಪ್ಪಳದಲ್ಲಿ xyxy=(357,872,678,896)
sidebar-headline: ಸಿಎಂಗೂ ಎಸ್‌ಐಟಿ ನೋಟೀಸ್ ನೀಡಬೇಕು: ಪ್ರಲ್ಹಾದ್ ಜೋಶಿ ಆಗ್ರಹ xyxy=(762,79,907,137)
paragraph: ಕಾರ್ಯಕ್ರಮದಲ್ಲಿ ಲೆಕ್ಕಪರಿಶೋಧಕರ ದಿನಾಚರಣೆ ಪ್ರಯುಕ್ತ ಲೆಕ್ಕಪರಿಶೋಧಕ ಸಂಜಯ ಕೊಠಾರಿ ಮತ್ತು ಹಿರಿಯ ವಾಣಿಜ್ಯ xyxy=(492,803,612,834)
paragraph: ಕೊಪ್ಪಳ: ನಗರದ ಯುವ ಸಂಘಟಕ, ರಾಜ್ಯ ಯುವ ಪ್ರಶಸ್ತಿ ಪುರಸ್ಕೃತ ಮಂಜುನಾಥ ಜಿ. ಗೊಂಡಬಾಳ ಅವರನ್ನು ಪ್ರತಿಷ್ಠಿತ ರಾಜ್ಯಮಟ್ಟದ ಏಕೈಕ ಯುವ ಸಂಘಟನೆಯಾದ ಕರ್ನಾಟಕ ರಾಜ್ಯ ಯುವ ಸಂಘಗಳ ಒಕ್ಕೂಟಕ್ಕೆ ಕಲಬುರಗಿ ವಿಭಾಗೀಯ ಸಂಚಾಲಕರನ್ನಾಗಿ ನೇಮಿಸಿ ರಾಜ್ಯ ಅಧ್ಯಕ್ಷ ಡಾ. ಎಸ್. ಬಾಲಾಜಿ ಆದೇಶ ಮಾಡಿದ್ದಾರೆ. xyxy=(12,628,164,700)
paragraph: ಡೆಂಗ್ಯೂ ರೋಗಲಕ್ಷಣಗಳನ್ನು ಎದುರಿಸಲು ಮತ್ತು ರೋಗನಿರೋಧಕ ಶಕ್ತಿಯನ್ನು ನಿರ್ಮಿಸುವ ಪೋಷಕಾಂಶಗಳು ಪಪ್ಪಾಯಿಗಳು ಮತ್ತು ಕಿವಿ ಫ್ರೂಟ್‌ನಲ್ಲಿದೆ ಎನ್ನಲಾಗಿದ್ದು, ಪಪಾಯ ಎಲೆಗಳ ಜ್ಯೂಸ್‌ಗಳನ್ನು ಸೇವಿಸಲಾಗುತ್ತದೆ. ಹೆಚ್ಚಿನ ಬೇಡಿಕೆ ಇರುವ ಕಾರಣ ಇದರ ಬೆಲೆಯೂ ಮಾರುಕಟ್ಟೆಯಲ್ಲಿ ಹೆಚ್ಚಾಗಿದೆ. xyxy=(762,664,930,736)
glass-panel xyxy=(698,975,743,1075)
column-divider xyxy=(280,866,282,1192)
sidebar xyxy=(754,72,935,1482)
sidebar-body xyxy=(762,1190,930,1280)
footer-rule xyxy=(10,1514,935,1516)
headline-text: ಕೊಪ್ಪಳ ಇನ್ನರ್ ವೀಲ್ ಕ್ಲಬ್‌ದಿಂದ ಲೆಕ್ಕಪರಿಶೋಧಕರಿಗೆ ಸನ್ಮಾನ xyxy=(523,576,709,620)
paragraph: ಉದ್ಯಮಿ ಪ್ರವೀಣ್ ಮೆಹತ ರವರಿಗೆಇನ್ನರ್ ವೀಲ್ ಕ್ಲಬ್ ಪರವಾಗಿ ಸನ್ಮಾನಿಸಲಾಯಿತು xyxy=(620,743,742,763)
photo-banner-left xyxy=(204,1253,273,1292)
registration-dot-yellow xyxy=(910,1522,919,1531)
paragraph: "ಬಿಜೆಪಿ ಸೋಲನ್ನ ಕಂಡಿದ್ದು ಅದು ಸಂವಿಧಾನವನ್ನು ಬದಲಿಸಬೇಕೆಂದು ಬಯಸುತ್ತದೆ. ಬಿಜೆಪಿ ಸಿದ್ಧಾಂತ ಹಿಂದುತ್ವ ಹಿಂದುತ್ವದ ಹೆಸರಿನಲ್ಲಿ ಜನರನ್ನು ಧ್ರುವೀಕರಿಸಿ, ಬಿಕ್ಕಟ್ಟಿನಲ್ಲಿ ಸಿಲುಕಿಸುತ್ತದೆ. ಜನರು ಸಮಸ್ಯೆಗಳನ್ನು ಸೃಷ್ಟಿಸಿ, ಜನರನ್ನು ಗೊಂದಲದಲ್ಲಿ ಸಿಲುಕಿಸುತ್ತಿದೆ" ಎಂದು ಸೆಂಥಿಲ್ ತಿಳಿಸಿದರು. xyxy=(12,1365,197,1425)
registration-marks xyxy=(888,1522,930,1531)
law-col3 xyxy=(598,1088,743,1188)
sidebar-headline: ಅನಂತ್ ಅಂಬಾನಿ ಮದುವೆಯಲ್ಲಿ ಗಣ್ಯರ ದಂಡು! xyxy=(762,998,917,1036)
glass-panel xyxy=(576,970,636,1040)
ambani-family-photo xyxy=(762,1045,927,1153)
byline xyxy=(762,611,930,621)
byline-text: ಬದಲಾವಣೆ ಸುದ್ದಿ xyxy=(24,614,72,624)
registration-dot-yellow xyxy=(899,1522,908,1531)
